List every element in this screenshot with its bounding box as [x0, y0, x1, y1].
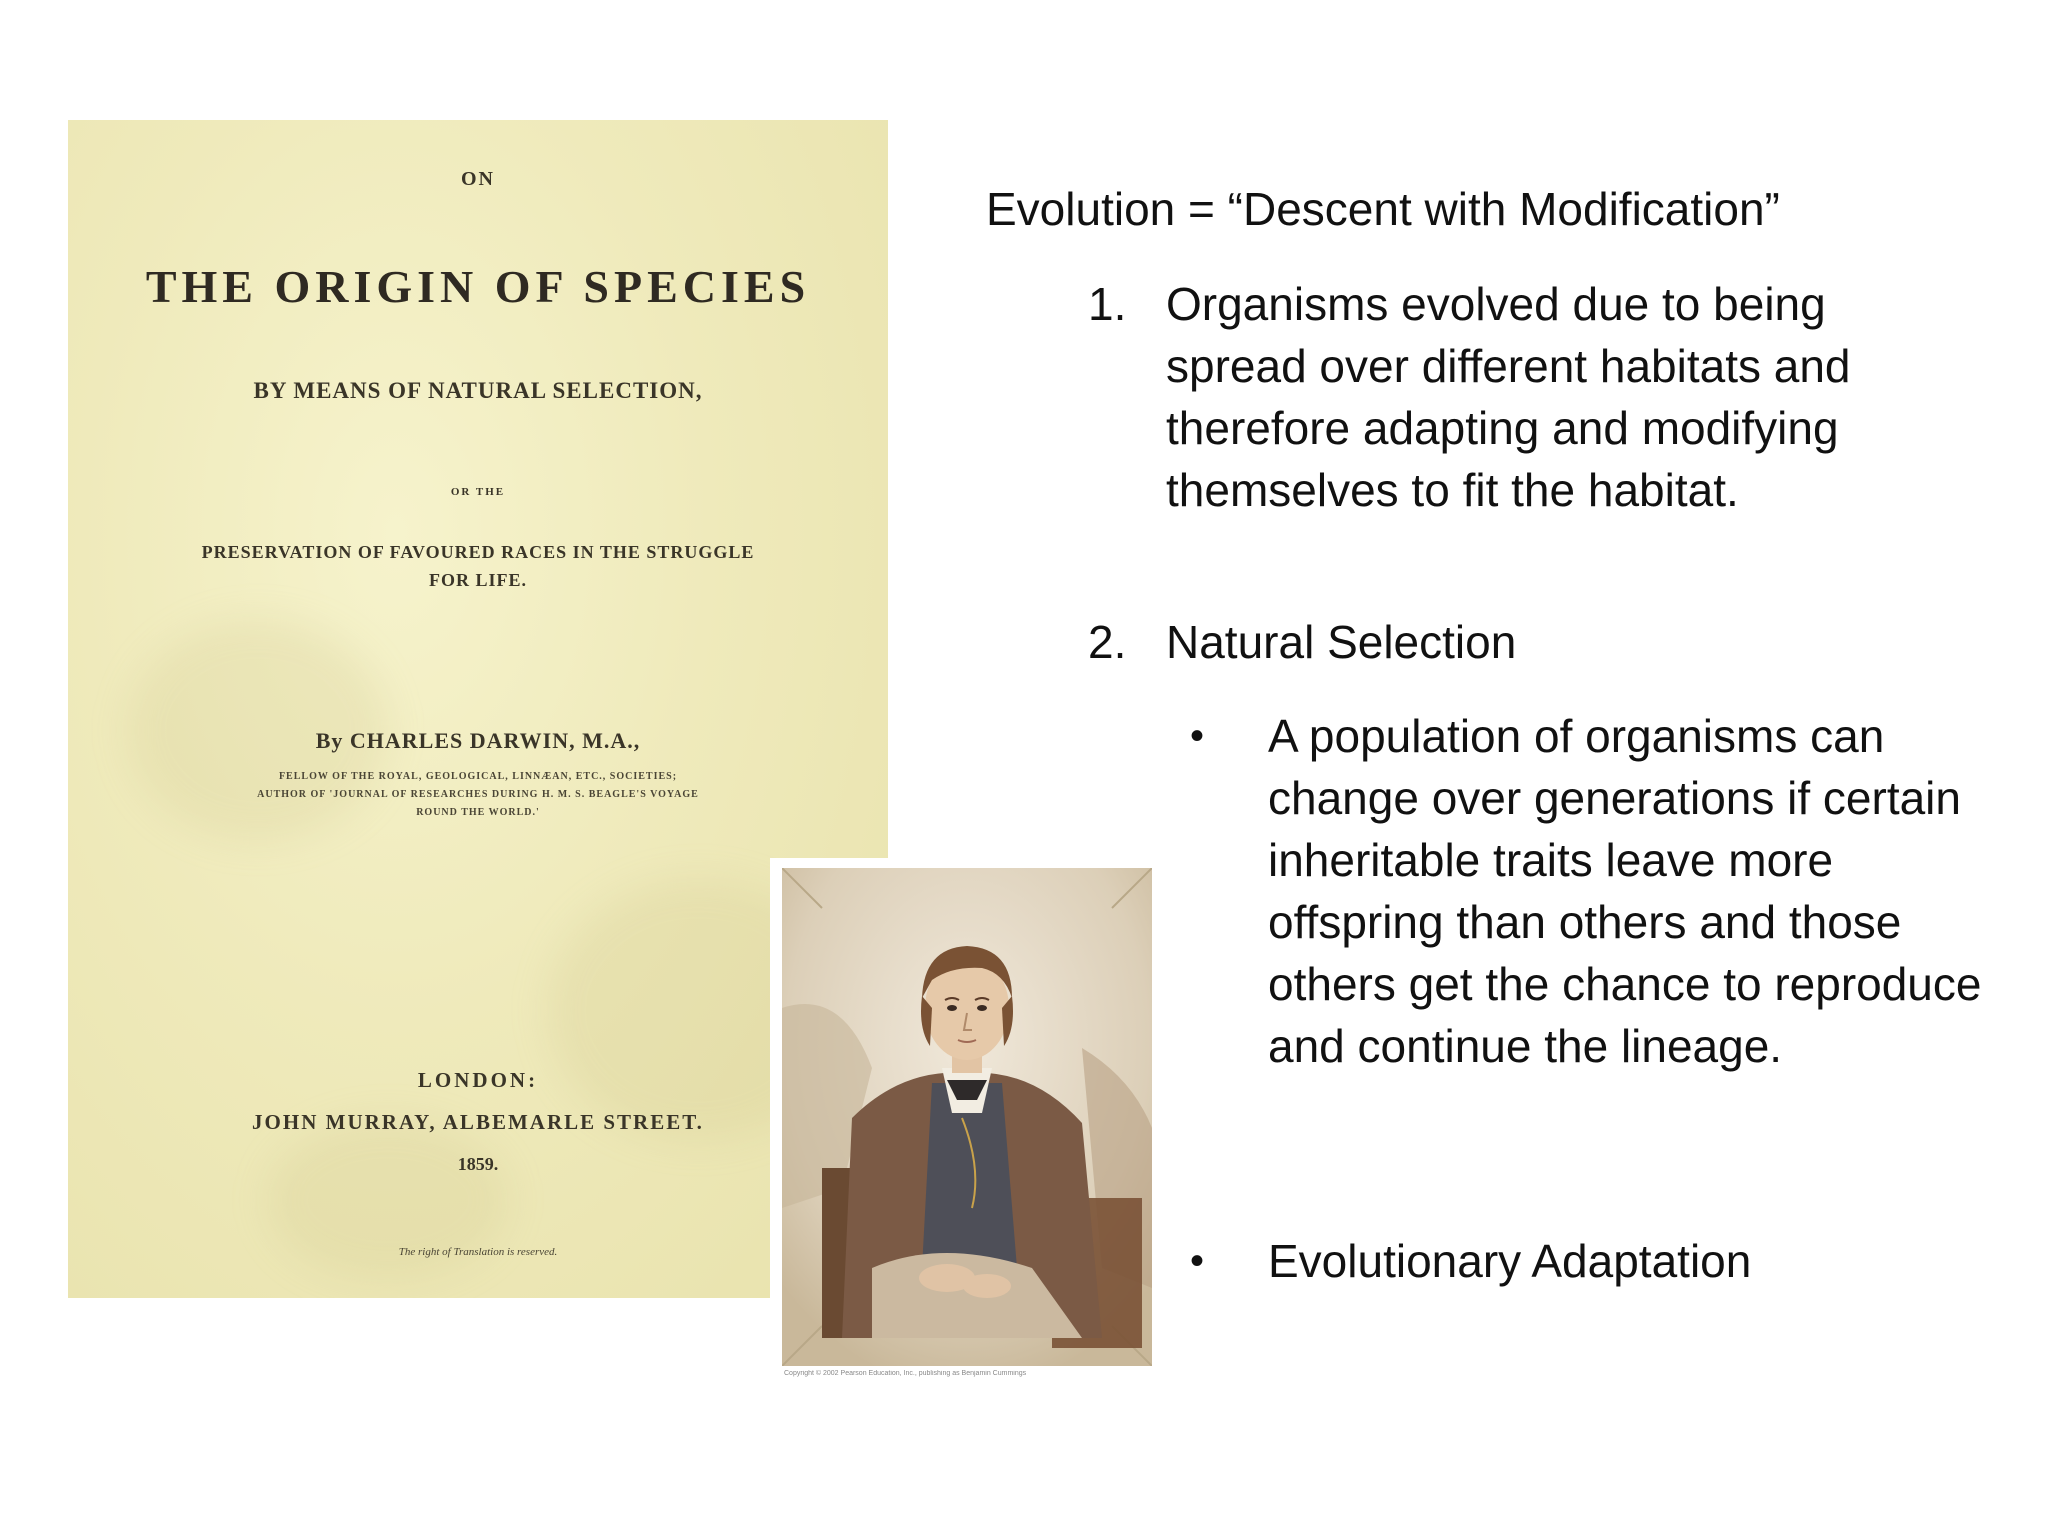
list-number-1: 1. [1088, 278, 1127, 330]
bullet-icon: • [1190, 714, 1205, 758]
slide-heading: Evolution = “Descent with Modification” [986, 183, 1780, 235]
book-rights: The right of Translation is reserved. [398, 1246, 558, 1258]
book-subtitle: BY MEANS OF NATURAL SELECTION, [253, 378, 703, 403]
book-credentials-line-3: ROUND THE WORLD.' [416, 807, 540, 818]
book-publisher: JOHN MURRAY, ALBEMARLE STREET. [252, 1110, 704, 1134]
list-number-2: 2. [1088, 616, 1127, 668]
book-preservation-line-1: PRESERVATION OF FAVOURED RACES IN THE STRUGGLE [201, 542, 755, 562]
book-preservation-line-2: FOR LIFE. [428, 570, 527, 590]
portrait-credit: Copyright © 2002 Pearson Education, Inc., publishing as Benjamin Cummings [784, 1370, 1027, 1377]
book-title: THE ORIGIN OF SPECIES [145, 261, 811, 312]
book-london: LONDON: [417, 1068, 539, 1092]
bullet-item-1: A population of organisms can change over generations if certain inheritable traits leave more offspring than others and those others get the chance to reproduce and continue the lineage. [1268, 710, 1982, 1072]
list-item-1: Organisms evolved due to being spread over different habitats and therefore adapting and modifying themselves to fit the habitat. [1166, 278, 1851, 516]
book-credentials-line-1: FELLOW OF THE ROYAL, GEOLOGICAL, LINNÆAN, ETC., SOCIETIES; [278, 771, 678, 782]
book-or-the: OR THE [450, 486, 506, 498]
book-credentials-line-2: AUTHOR OF 'JOURNAL OF RESEARCHES DURING H. M. S. BEAGLE'S VOYAGE [257, 789, 699, 800]
book-year: 1859. [457, 1154, 499, 1174]
book-on: ON [461, 168, 495, 190]
book-author: By CHARLES DARWIN, M.A., [315, 728, 641, 753]
bullet-item-2: Evolutionary Adaptation [1268, 1235, 1752, 1287]
list-item-2: Natural Selection [1166, 616, 1517, 668]
bullet-icon: • [1190, 1239, 1205, 1283]
